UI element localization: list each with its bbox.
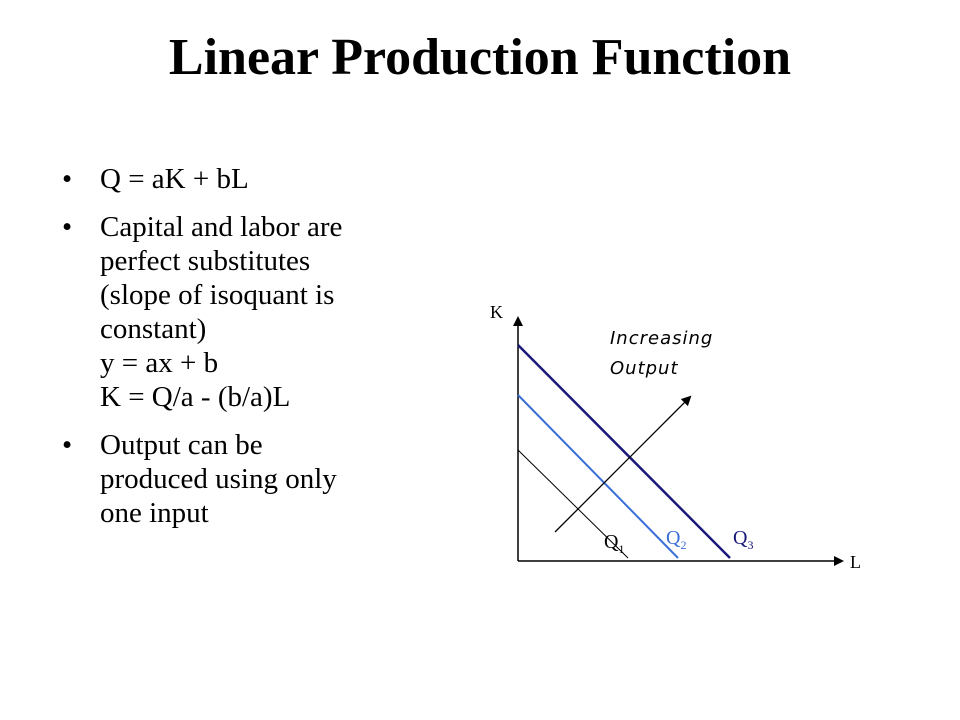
bullet-dot: • [62,163,73,195]
arrow-label-line2: Output [610,358,679,379]
bullet-text: (slope of isoquant is [100,279,335,311]
bullet-item [62,210,422,414]
label-letter: Q [666,527,681,549]
bullet-item [62,162,422,196]
label-subscript: 2 [680,538,687,552]
label-subscript: 3 [747,538,754,552]
isoquant-q2-line [518,395,678,558]
label-subscript: 1 [618,542,625,556]
bullet-text: constant) [100,313,207,345]
bullet-text: Q = aK + bL [100,163,249,195]
label-letter: Q [733,527,748,549]
isoquant-q1-label [604,531,624,556]
bullet-item [62,428,422,530]
isoquant-q2-label [666,527,686,552]
isoquant-q3-label [733,527,753,552]
bullet-text: perfect substitutes [100,245,311,277]
equation-line: K = Q/a - (b/a)L [100,381,291,413]
equation-line: y = ax + b [100,347,219,379]
bullet-text: Capital and labor are [100,211,343,243]
bullet-dot: • [62,429,73,461]
y-axis-label: K [490,302,503,322]
bullet-text: produced using only [100,463,337,495]
bullet-text: one input [100,497,209,529]
x-axis-label: L [850,552,861,572]
isoquant-diagram [470,290,890,590]
slide-title: Linear Production Function [168,29,792,86]
bullet-dot: • [62,211,73,243]
label-letter: Q [604,531,619,553]
bullet-list [62,162,422,544]
bullet-text: Output can be [100,429,263,461]
increasing-output-arrow [555,397,690,532]
arrow-label-line1: Increasing [610,328,714,349]
